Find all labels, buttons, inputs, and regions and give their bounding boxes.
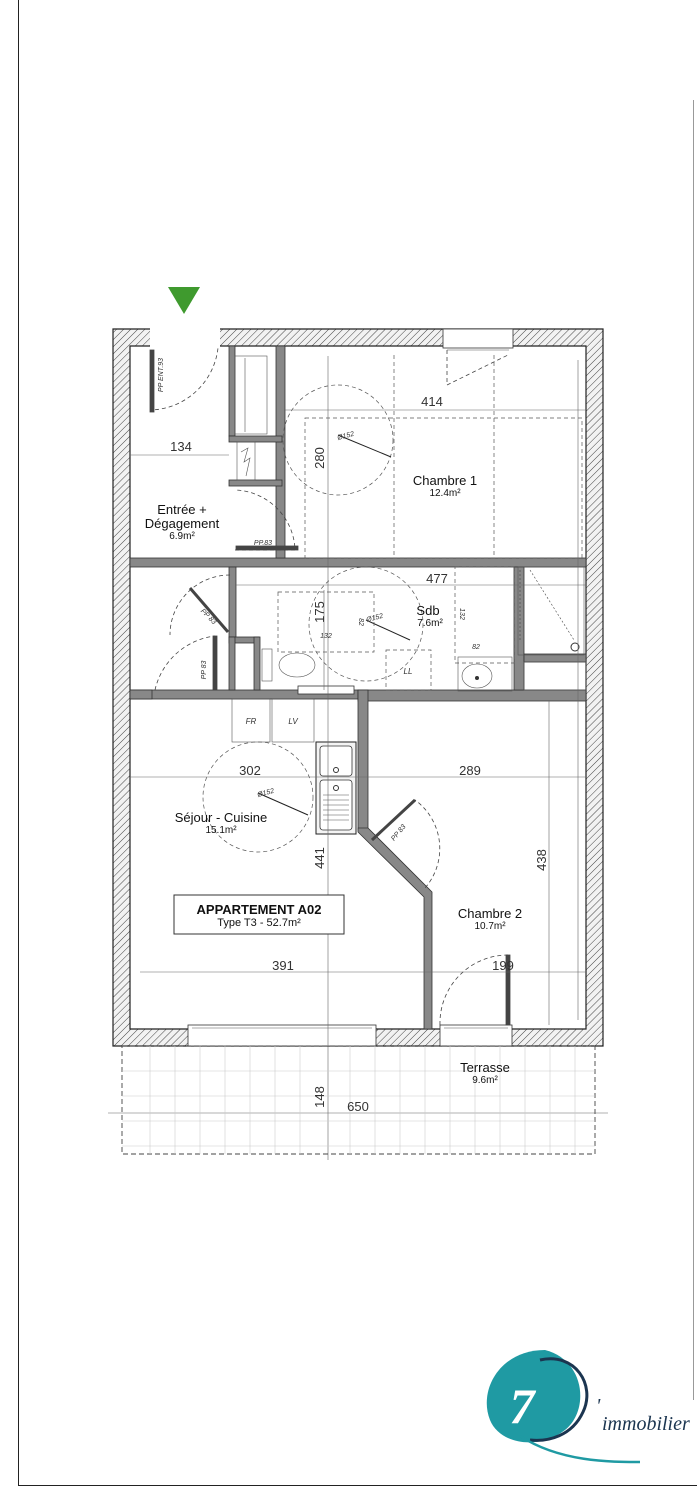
logo-text: immobilier [602, 1413, 690, 1435]
dim-82-b: 82 [472, 644, 480, 651]
dim-82-a: 82 [357, 618, 364, 626]
entry-closet [235, 356, 267, 480]
entry-marker-icon [168, 287, 200, 314]
door-pp83-sejour: PP 83 [201, 660, 208, 680]
fixture-fr: FR [245, 717, 257, 726]
room-entree-name-1: Entrée + [157, 502, 207, 517]
dim-441: 441 [312, 847, 327, 869]
room-chambre1-name: Chambre 1 [412, 473, 478, 488]
room-terrasse-area: 9.6m² [472, 1075, 498, 1086]
room-sdb-area: 7.6m² [417, 618, 443, 629]
turning-circle-sdb [309, 567, 423, 681]
apartment-title: APPARTEMENT A02 [196, 902, 322, 917]
dim-134: 134 [170, 439, 192, 454]
room-terrasse-name: Terrasse [460, 1060, 510, 1075]
dim-199: 199 [492, 958, 514, 973]
diameter-chambre1: Ø152 [336, 430, 356, 442]
door-pp-ent: PP ENT.93 [158, 357, 165, 393]
dim-477: 477 [426, 571, 448, 586]
door-pp83-sdb: PP 83 [198, 607, 218, 627]
dim-289: 289 [459, 763, 481, 778]
door-pp83-chambre2: PP 83 [390, 823, 408, 843]
dim-132-a: 132 [320, 633, 332, 640]
room-sejour-name: Séjour - Cuisine [174, 810, 268, 825]
diameter-sdb: Ø152 [365, 612, 385, 624]
company-logo [487, 1350, 690, 1462]
fixture-ll: LL [403, 667, 413, 676]
logo-numeral: 7 [509, 1378, 535, 1434]
window-chambre1 [443, 329, 513, 348]
dim-280: 280 [312, 447, 327, 469]
dim-650: 650 [347, 1099, 369, 1114]
dim-414: 414 [421, 394, 443, 409]
bathroom-fixtures [262, 567, 586, 694]
diameter-sejour: Ø152 [256, 787, 276, 799]
fixture-lv: LV [288, 717, 298, 726]
dim-438: 438 [534, 849, 549, 871]
dim-175: 175 [312, 601, 327, 623]
exterior-wall [113, 329, 603, 1046]
room-sejour-area: 15.1m² [205, 825, 237, 836]
room-entree-area: 6.9m² [169, 531, 195, 542]
entry-door-opening [150, 327, 220, 348]
logo-apostrophe: ' [596, 1395, 601, 1417]
room-chambre2-name: Chambre 2 [457, 906, 523, 921]
room-chambre2-area: 10.7m² [474, 921, 506, 932]
door-pp83-entree: PP.83 [253, 540, 273, 547]
dim-302: 302 [239, 763, 261, 778]
room-entree-name-2: Dégagement [144, 516, 220, 531]
room-chambre1-area: 12.4m² [429, 488, 461, 499]
dim-148: 148 [312, 1086, 327, 1108]
apartment-subtitle: Type T3 - 52.7m² [217, 917, 301, 929]
dim-391: 391 [272, 958, 294, 973]
dim-132-b: 132 [458, 608, 465, 620]
room-sdb-name: Sdb [416, 603, 440, 618]
